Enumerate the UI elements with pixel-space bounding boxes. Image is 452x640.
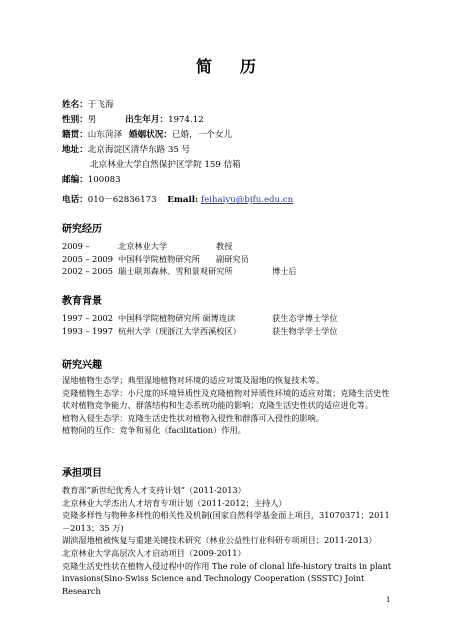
address-label: 地址：	[62, 145, 88, 155]
education-years: 1993 – 1997	[62, 325, 113, 336]
title-char-1: 简	[195, 57, 212, 76]
projects-list	[62, 484, 392, 597]
birth-value: 1974.12	[168, 115, 204, 125]
project-item: 湖滨湿地植被恢复与重建关键技术研究（林业公益性行业科研专项项目；2011-2013）	[62, 535, 377, 546]
project-item: 教育部“新世纪优秀人才支持计划”（2011-2013）	[62, 485, 246, 495]
postcode-row	[62, 173, 293, 188]
work-heading: 研究经历	[62, 224, 102, 235]
interests-list	[62, 374, 392, 437]
name-value: 于飞海	[87, 100, 114, 110]
work-role: 教授	[216, 241, 233, 251]
interest-item: 植物入侵生态学：克隆生活史性状对植物入侵性和群落可入侵性的影响。	[62, 412, 325, 423]
name-row	[62, 98, 293, 113]
projects-heading: 承担项目	[62, 468, 102, 479]
address-line1: 北京海淀区清华东路 35 号	[87, 145, 191, 155]
page-number: 1	[386, 596, 391, 604]
interest-item: 湿地植物生态学；典型湿地植物对环境的适应对策及湿地的恢复技术等。	[62, 375, 325, 385]
education-item	[62, 325, 338, 338]
interest-item: 植物间的互作：竞争和易化（facilitation）作用。	[62, 425, 246, 436]
interests-heading: 研究兴趣	[62, 360, 102, 371]
origin-row	[62, 128, 293, 143]
education-item	[62, 312, 338, 325]
work-org: 中国科学院植物研究所	[118, 253, 200, 264]
gender-row	[62, 113, 293, 128]
work-role: 副研究员	[216, 253, 249, 264]
work-years: 2009 –	[62, 241, 90, 251]
basic-info	[62, 98, 293, 208]
phone-value: 010－62836173	[87, 195, 157, 205]
work-years: 2005 – 2009	[62, 253, 113, 264]
education-org: 杭州大学（现浙江大学西溪校区）	[118, 325, 241, 336]
work-org: 北京林业大学	[118, 241, 168, 251]
work-item	[62, 240, 297, 253]
work-org: 瑞士联邦森林、雪和景观研究所	[118, 266, 233, 277]
education-degree: 获生物学学士学位	[272, 325, 338, 336]
phone-label: 电话：	[62, 195, 88, 205]
origin-label: 籍贯：	[62, 130, 88, 140]
work-item	[62, 253, 297, 266]
project-item: 北京林业大学高层次人才启动项目（2009-2011）	[62, 547, 246, 558]
page-title	[0, 54, 452, 77]
email-label: Email:	[167, 195, 199, 205]
postcode-label: 邮编：	[62, 175, 88, 185]
gender-label: 性别：	[62, 115, 88, 125]
interest-item: 克隆植物生态学：小尺度的环境异质性及克隆植物对异质性环境的适应对策；克隆生活史性状对植物竞争能力、群落结构和生态系统功能的影响；克隆生活史性状的适应进化等。	[62, 387, 390, 411]
work-years: 2002 – 2005	[62, 266, 113, 277]
education-heading: 教育背景	[62, 296, 102, 307]
work-role: 博士后	[272, 266, 297, 277]
marital-value: 已婚，一个女儿	[171, 130, 233, 140]
address-row	[62, 143, 293, 158]
origin-value: 山东菏泽	[87, 130, 123, 140]
education-list	[62, 312, 338, 337]
address-row-2	[62, 158, 293, 173]
education-degree: 获生态学博士学位	[272, 313, 338, 323]
education-years: 1997 – 2002	[62, 313, 113, 323]
title-char-2: 历	[240, 57, 257, 76]
work-item	[62, 265, 297, 278]
birth-label: 出生年月：	[125, 115, 169, 125]
phone-row	[62, 193, 293, 208]
marital-label: 婚姻状况：	[128, 130, 172, 140]
email-link[interactable]: feihaiyu@bjfu.edu.cn	[200, 195, 294, 205]
work-list	[62, 240, 297, 278]
project-item: 克隆多样性与物种多样性的相关性及机制(国家自然科学基金面上项目，31070371；2011－2013；35 万)	[62, 510, 390, 533]
name-label: 姓名：	[62, 100, 88, 110]
address-line2: 北京林业大学自然保护区学院 159 信箱	[90, 160, 241, 170]
postcode-value: 100083	[87, 175, 121, 185]
project-item: 北京林业大学杰出人才培育专项计划（2011-2012；主持人）	[62, 497, 287, 508]
project-item: 克隆生活史性状在植物入侵过程中的作用 The role of clonal life-history traits in plant invasions(Sino-Swiss Science and Technology Cooperation (SSSTC) Joint Research	[62, 560, 392, 596]
education-org: 中国科学院植物研究所 硕博连读	[118, 313, 236, 323]
gender-value: 男	[87, 115, 97, 125]
